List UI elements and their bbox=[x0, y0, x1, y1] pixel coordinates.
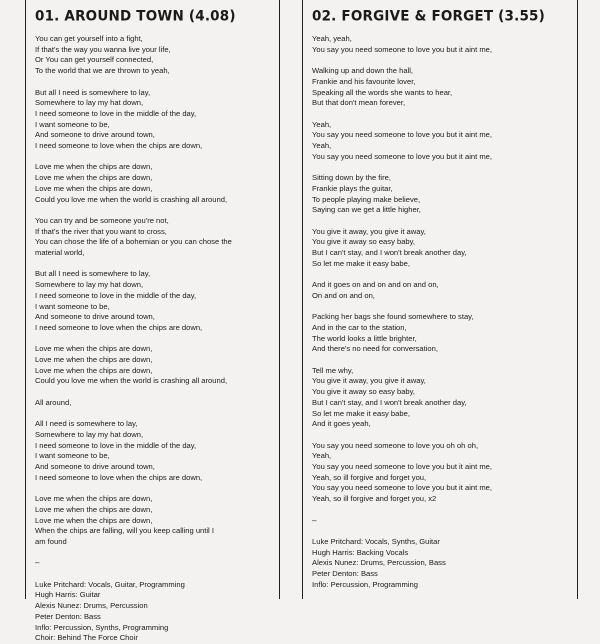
lyric-line: Frankie plays the guitar, bbox=[312, 183, 393, 193]
lyric-line: All I need is somewhere to lay, bbox=[35, 419, 138, 429]
lyric-line: Yeah, bbox=[312, 141, 332, 150]
lyric-line: Frankie and his favourite lover, bbox=[312, 76, 416, 86]
lyric-line: I need someone to love when the chips are down, bbox=[35, 472, 203, 482]
stanza-gap bbox=[312, 269, 573, 280]
lyric-line: Yeah, bbox=[312, 119, 332, 129]
lyric-line: Inflo: Percussion, Programming bbox=[312, 579, 418, 589]
lyric-line: I want someone to be, bbox=[35, 451, 110, 461]
lyric-line: You say you need someone to love you oh oh oh, bbox=[312, 440, 479, 450]
song-column-forgive-and-forget bbox=[302, 0, 578, 599]
lyric-line: If that's the way you wanna live your life, bbox=[35, 44, 171, 54]
lyric-line: So let me make it easy babe, bbox=[312, 408, 410, 418]
stanza-gap bbox=[312, 430, 573, 441]
lyric-line: If that's the river that you want to cross, bbox=[35, 226, 167, 236]
lyric-line: Could you love me when the world is crashing all around, bbox=[35, 194, 228, 204]
lyric-line: I need someone to love in the middle of the day, bbox=[35, 290, 197, 300]
lyric-line: Yeah, so ill forgive and forget you, bbox=[312, 472, 427, 482]
lyric-line: Could you love me when the world is crashing all around, bbox=[35, 376, 228, 386]
stanza-gap bbox=[312, 302, 573, 313]
lyric-line: And someone to drive around town, bbox=[35, 462, 155, 472]
lyric-line: So let me make it easy babe, bbox=[312, 258, 410, 268]
lyric-line: Speaking all the words she wants to hear, bbox=[312, 87, 453, 97]
lyric-line: You say you need someone to love you but it aint me, bbox=[312, 130, 492, 140]
lyric-line: Sitting down by the fire, bbox=[312, 173, 391, 183]
lyric-line: Somewhere to lay my hat down, bbox=[35, 429, 144, 439]
lyric-line: Somewhere to lay my hat down, bbox=[35, 98, 144, 108]
lyric-line: Love me when the chips are down, bbox=[35, 183, 153, 193]
lyric-line: Love me when the chips are down, bbox=[35, 515, 153, 525]
lyric-line: I want someone to be, bbox=[35, 301, 110, 311]
stanza-gap bbox=[35, 152, 275, 163]
stanza-gap bbox=[312, 109, 573, 120]
lyric-line: I want someone to be, bbox=[35, 119, 110, 129]
lyric-line: You say you need someone to love you but it aint me, bbox=[312, 151, 492, 161]
lyric-line: Alexis Nunez: Drums, Percussion bbox=[35, 601, 148, 611]
stanza-gap bbox=[312, 526, 573, 537]
stanza-gap bbox=[35, 77, 275, 88]
lyric-line: Love me when the chips are down, bbox=[35, 504, 153, 514]
song-column-around-town bbox=[25, 0, 280, 643]
stanza-gap bbox=[312, 505, 573, 516]
lyric-line: And someone to drive around town, bbox=[35, 130, 155, 140]
stanza-gap bbox=[312, 162, 573, 173]
lyric-line: To people playing make believe, bbox=[312, 194, 421, 204]
lyric-line: Somewhere to lay my hat down, bbox=[35, 280, 144, 290]
lyric-line: But I can't stay, and I won't break another day, bbox=[312, 397, 467, 407]
lyric-line: You can chose the life of a bohemian or you can chose the bbox=[35, 237, 232, 247]
lyric-line: Yeah, yeah, bbox=[312, 34, 352, 43]
lyric-line: Yeah, bbox=[312, 451, 332, 461]
lyric-line: I need someone to love when the chips are down, bbox=[35, 141, 203, 151]
song-title: 02. FORGIVE & FORGET (3.55) bbox=[312, 8, 546, 25]
lyric-line: All around, bbox=[35, 397, 72, 407]
lyric-line: But all I need is somewhere to lay, bbox=[35, 269, 151, 279]
lyric-line: You give it away so easy baby, bbox=[312, 387, 416, 397]
lyric-line: Luke Pritchard: Vocals, Synths, Guitar bbox=[312, 536, 440, 546]
lyric-line: Peter Denton: Bass bbox=[35, 611, 101, 621]
lyric-line: Inflo: Percussion, Synths, Programming bbox=[35, 622, 169, 632]
lyric-line: Tell me why, bbox=[312, 365, 354, 375]
lyric-line: But all I need is somewhere to lay, bbox=[35, 87, 151, 97]
lyric-line: Love me when the chips are down, bbox=[35, 173, 153, 183]
section-divider-dash: – bbox=[312, 515, 317, 525]
stanza-gap bbox=[35, 387, 275, 398]
lyric-line: Yeah, so ill forgive and forget you, x2 bbox=[312, 494, 437, 504]
stanza-gap bbox=[35, 569, 275, 580]
lyric-line: You give it away, you give it away, bbox=[312, 226, 426, 236]
lyric-line: Love me when the chips are down, bbox=[35, 355, 153, 365]
lyric-line: Saying can we get a little higher, bbox=[312, 205, 421, 215]
lyric-line: am found bbox=[35, 536, 67, 546]
lyric-line: And it goes on and on and on and on, bbox=[312, 280, 439, 290]
lyric-line: Luke Pritchard: Vocals, Guitar, Programming bbox=[35, 579, 185, 589]
lyric-line: material world, bbox=[35, 248, 85, 258]
lyric-line: You give it away so easy baby, bbox=[312, 237, 416, 247]
lyric-line: You can try and be someone you're not, bbox=[35, 215, 169, 225]
lyric-line: Love me when the chips are down, bbox=[35, 365, 153, 375]
lyric-line: Choir: Behind The Force Choir bbox=[35, 633, 138, 643]
lyric-line: I need someone to love in the middle of the day, bbox=[35, 440, 197, 450]
stanza-gap bbox=[35, 259, 275, 270]
lyric-line: To the world that we are thrown to yeah, bbox=[35, 66, 170, 76]
lyric-line: You can get yourself into a fight, bbox=[35, 34, 143, 43]
lyric-line: Alexis Nunez: Drums, Percussion, Bass bbox=[312, 558, 446, 568]
lyric-line: And someone to drive around town, bbox=[35, 312, 155, 322]
lyric-line: Packing her bags she found somewhere to stay, bbox=[312, 312, 474, 322]
song-title: 01. AROUND TOWN (4.08) bbox=[35, 8, 236, 25]
stanza-gap bbox=[312, 216, 573, 227]
section-divider-dash: – bbox=[35, 558, 40, 568]
lyric-line: Peter Denton: Bass bbox=[312, 569, 378, 578]
lyric-line: You say you need someone to love you but it aint me, bbox=[312, 483, 492, 493]
lyric-line: And there's no need for conversation, bbox=[312, 344, 438, 354]
lyric-line: Love me when the chips are down, bbox=[35, 494, 153, 504]
lyric-line: And in the car to the station, bbox=[312, 322, 407, 332]
lyric-line: On and on and on, bbox=[312, 290, 375, 300]
stanza-gap bbox=[35, 409, 275, 420]
lyric-line: Hugh Harris: Guitar bbox=[35, 590, 101, 600]
lyric-line: I need someone to love in the middle of the day, bbox=[35, 108, 197, 118]
lyric-line: Love me when the chips are down, bbox=[35, 162, 153, 172]
lyric-line: Hugh Harris: Backing Vocals bbox=[312, 547, 409, 557]
lyric-line: You say you need someone to love you but it aint me, bbox=[312, 44, 492, 54]
lyric-line: You give it away, you give it away, bbox=[312, 376, 426, 386]
lyrics-body bbox=[312, 34, 573, 590]
stanza-gap bbox=[312, 55, 573, 66]
lyric-line: You say you need someone to love you but it aint me, bbox=[312, 462, 492, 471]
lyric-line: Or You can get yourself connected, bbox=[35, 55, 154, 65]
lyric-line: The world looks a little brighter, bbox=[312, 333, 417, 343]
lyrics-body bbox=[35, 34, 275, 644]
lyric-line: When the chips are falling, will you keep calling until I bbox=[35, 526, 214, 536]
lyric-line: I need someone to love when the chips are down, bbox=[35, 322, 203, 332]
lyric-line: And it goes yeah, bbox=[312, 419, 371, 429]
stanza-gap bbox=[35, 334, 275, 345]
lyric-line: But that don't mean forever, bbox=[312, 98, 406, 108]
stanza-gap bbox=[35, 548, 275, 559]
stanza-gap bbox=[35, 483, 275, 494]
lyric-line: Love me when the chips are down, bbox=[35, 344, 153, 354]
stanza-gap bbox=[312, 355, 573, 366]
stanza-gap bbox=[35, 205, 275, 216]
lyric-line: Walking up and down the hall, bbox=[312, 66, 414, 76]
lyric-line: But I can't stay, and I won't break another day, bbox=[312, 248, 467, 257]
